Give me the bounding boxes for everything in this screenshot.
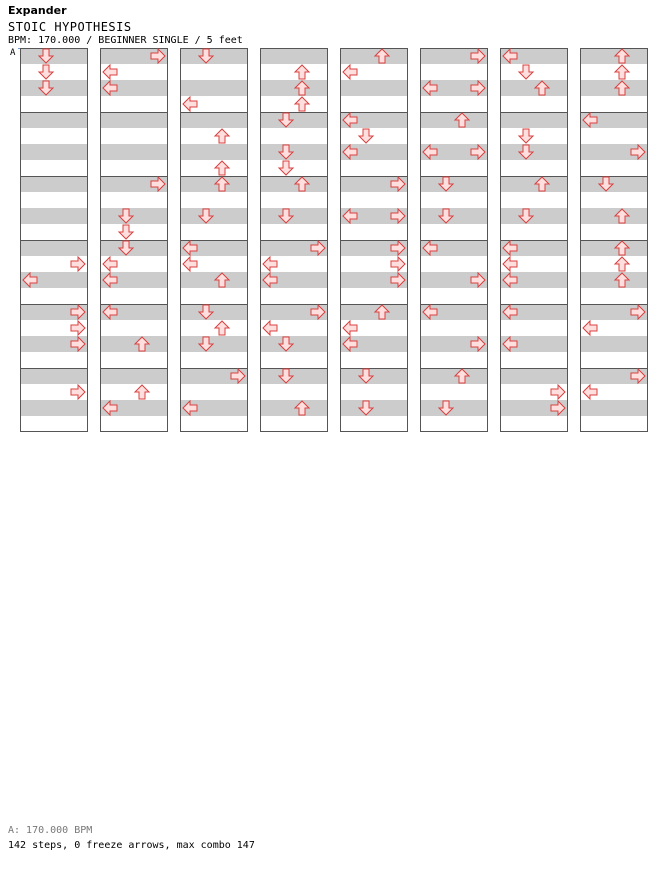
beat-stripe [100, 320, 168, 336]
bpm-marker: A [10, 48, 16, 58]
beat-stripe [20, 176, 88, 192]
beat-stripe [420, 64, 488, 80]
beat-stripe [100, 384, 168, 400]
beat-stripe [420, 176, 488, 192]
beat-stripe [180, 288, 248, 304]
beat-stripe [580, 336, 648, 352]
step-stats: 142 steps, 0 freeze arrows, max combo 147 [8, 840, 255, 851]
beat-stripe [500, 352, 568, 368]
beat-stripe [580, 128, 648, 144]
beat-stripe [580, 208, 648, 224]
beat-stripe [580, 192, 648, 208]
beat-stripe [260, 160, 328, 176]
chart-column [100, 48, 168, 432]
beat-stripe [260, 192, 328, 208]
beat-stripe [340, 416, 408, 432]
beat-stripe [500, 160, 568, 176]
app-title: Expander [8, 4, 67, 17]
beat-stripe [580, 64, 648, 80]
beat-stripe [100, 160, 168, 176]
beat-stripe [260, 144, 328, 160]
beat-stripe [180, 144, 248, 160]
beat-stripe [180, 272, 248, 288]
beat-stripe [20, 128, 88, 144]
beat-stripe [180, 336, 248, 352]
beat-stripe [420, 368, 488, 384]
beat-stripe [20, 416, 88, 432]
beat-stripe [20, 288, 88, 304]
beat-stripe [180, 160, 248, 176]
beat-stripe [20, 144, 88, 160]
beat-stripe [20, 208, 88, 224]
beat-stripe [500, 64, 568, 80]
beat-stripe [260, 176, 328, 192]
beat-stripe [180, 416, 248, 432]
beat-stripe [180, 384, 248, 400]
beat-stripe [20, 192, 88, 208]
beat-stripe [580, 96, 648, 112]
beat-stripe [420, 320, 488, 336]
chart-column [500, 48, 568, 432]
beat-stripe [20, 96, 88, 112]
beat-stripe [180, 192, 248, 208]
chart-column [340, 48, 408, 432]
beat-stripe [340, 400, 408, 416]
beat-stripe [100, 96, 168, 112]
beat-stripe [260, 384, 328, 400]
beat-stripe [260, 288, 328, 304]
beat-stripe [20, 240, 88, 256]
beat-stripe [340, 192, 408, 208]
beat-stripe [20, 400, 88, 416]
beat-stripe [100, 144, 168, 160]
beat-stripe [580, 256, 648, 272]
beat-stripe [260, 80, 328, 96]
beat-stripe [340, 224, 408, 240]
beat-stripe [180, 128, 248, 144]
beat-stripe [420, 400, 488, 416]
beat-stripe [420, 416, 488, 432]
beat-stripe [420, 352, 488, 368]
song-title: STOIC HYPOTHESIS [8, 20, 132, 34]
beat-stripe [500, 128, 568, 144]
beat-stripe [20, 224, 88, 240]
beat-stripe [100, 240, 168, 256]
song-subtitle: BPM: 170.000 / BEGINNER SINGLE / 5 feet [8, 35, 243, 46]
beat-stripe [420, 160, 488, 176]
beat-stripe [260, 416, 328, 432]
beat-stripe [580, 416, 648, 432]
beat-stripe [420, 192, 488, 208]
beat-stripe [420, 128, 488, 144]
beat-stripe [20, 80, 88, 96]
beat-stripe [420, 96, 488, 112]
beat-stripe [580, 272, 648, 288]
beat-stripe [20, 112, 88, 128]
beat-stripe [340, 96, 408, 112]
beat-stripe [180, 48, 248, 64]
beat-stripe [180, 64, 248, 80]
beat-stripe [500, 144, 568, 160]
beat-stripe [500, 320, 568, 336]
beat-stripe [180, 80, 248, 96]
beat-stripe [580, 176, 648, 192]
beat-stripe [260, 208, 328, 224]
beat-stripe [340, 128, 408, 144]
beat-stripe [260, 224, 328, 240]
beat-stripe [340, 160, 408, 176]
beat-stripe [180, 176, 248, 192]
beat-stripe [180, 352, 248, 368]
beat-stripe [20, 352, 88, 368]
beat-stripe [420, 208, 488, 224]
beat-stripe [580, 288, 648, 304]
beat-stripe [100, 352, 168, 368]
beat-stripe [20, 368, 88, 384]
chart-column [260, 48, 328, 432]
beat-stripe [260, 352, 328, 368]
beat-stripe [100, 336, 168, 352]
beat-stripe [340, 80, 408, 96]
beat-stripe [260, 64, 328, 80]
beat-stripe [100, 208, 168, 224]
beat-stripe [340, 368, 408, 384]
beat-stripe [580, 224, 648, 240]
beat-stripe [260, 400, 328, 416]
beat-stripe [100, 224, 168, 240]
beat-stripe [100, 112, 168, 128]
beat-stripe [260, 368, 328, 384]
beat-stripe [20, 48, 88, 64]
beat-stripe [340, 288, 408, 304]
beat-stripe [500, 112, 568, 128]
beat-stripe [100, 368, 168, 384]
beat-stripe [500, 288, 568, 304]
beat-stripe [20, 64, 88, 80]
bpm-summary: A: 170.000 BPM [8, 825, 93, 836]
beat-stripe [180, 304, 248, 320]
beat-stripe [260, 336, 328, 352]
beat-stripe [100, 288, 168, 304]
beat-stripe [420, 288, 488, 304]
beat-stripe [580, 352, 648, 368]
beat-stripe [580, 80, 648, 96]
beat-stripe [340, 352, 408, 368]
beat-stripe [500, 176, 568, 192]
beat-stripe [180, 320, 248, 336]
beat-stripe [260, 96, 328, 112]
chart-column [420, 48, 488, 432]
beat-stripe [500, 416, 568, 432]
beat-stripe [100, 192, 168, 208]
beat-stripe [420, 112, 488, 128]
beat-stripe [420, 256, 488, 272]
beat-stripe [500, 368, 568, 384]
beat-stripe [260, 48, 328, 64]
beat-stripe [180, 224, 248, 240]
beat-stripe [260, 112, 328, 128]
beat-stripe [100, 416, 168, 432]
beat-stripe [580, 240, 648, 256]
beat-stripe [100, 128, 168, 144]
beat-stripe [580, 48, 648, 64]
beat-stripe [420, 384, 488, 400]
beat-stripe [420, 224, 488, 240]
beat-stripe [500, 80, 568, 96]
beat-stripe [340, 48, 408, 64]
beat-stripe [500, 96, 568, 112]
beat-stripe [260, 128, 328, 144]
beat-stripe [180, 208, 248, 224]
beat-stripe [500, 224, 568, 240]
chart-column [20, 48, 88, 432]
beat-stripe [340, 384, 408, 400]
beat-stripe [580, 400, 648, 416]
beat-stripe [580, 160, 648, 176]
beat-stripe [180, 112, 248, 128]
beat-stripe [340, 304, 408, 320]
beat-stripe [20, 160, 88, 176]
beat-stripe [500, 192, 568, 208]
beat-stripe [500, 208, 568, 224]
